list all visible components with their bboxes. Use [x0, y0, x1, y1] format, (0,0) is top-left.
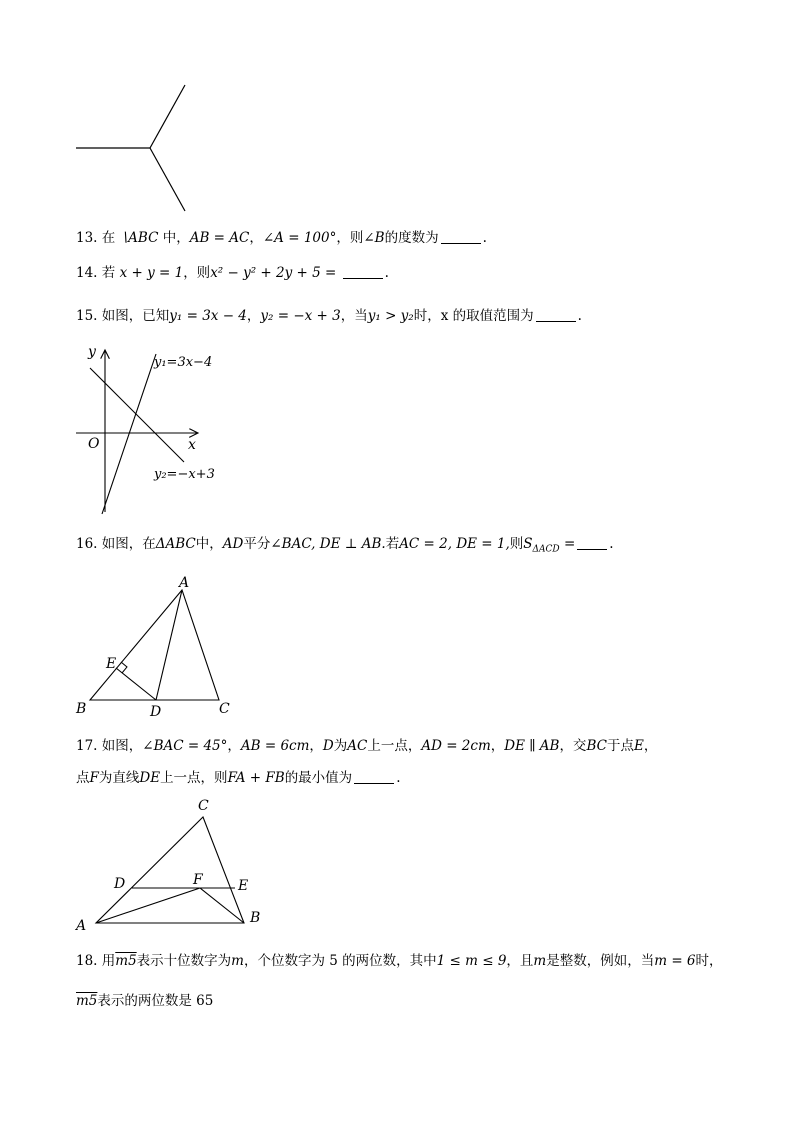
q14-math1: x + y = 1 [119, 265, 184, 281]
q13-math3: ∠A = 100° [262, 230, 337, 246]
line-y2 [90, 368, 184, 462]
answer-blank[interactable] [343, 266, 383, 279]
q15-math3: y₁ > y₂ [367, 308, 414, 324]
segment-fa [96, 888, 200, 923]
q18-l1-m1: m [231, 953, 244, 969]
right-angle-mark [121, 662, 127, 673]
point-b: B [250, 910, 261, 926]
question-13 [76, 229, 487, 247]
q15-end: . [577, 308, 582, 324]
answer-blank[interactable] [536, 309, 576, 322]
point-f: F [193, 872, 203, 888]
line-y1-label: y₁=3x−4 [154, 355, 213, 370]
ray-up [150, 85, 185, 148]
q17-l2-end: . [396, 770, 401, 786]
question-17-line2 [76, 769, 400, 787]
q13-prefix: 13. 在 [76, 230, 116, 246]
q16-end: . [609, 536, 614, 552]
q16-mid4: 则 [509, 536, 524, 552]
q17-l1-math8: E [633, 738, 644, 754]
q16-prefix: 16. 如图，在 [76, 536, 156, 552]
question-14 [76, 264, 389, 282]
q15-prefix: 15. 如图，已知 [76, 308, 170, 324]
q18-l1-mid4: 是整数，例如，当 [546, 953, 655, 969]
answer-blank[interactable] [354, 771, 394, 784]
q14-prefix: 14. 若 [76, 265, 116, 281]
q17-l2-mid3: 的最小值为 [284, 770, 353, 786]
q15-mid3: 时，x 的取值范围为 [413, 308, 534, 324]
question-18-line2 [76, 992, 213, 1010]
q17-l1-math1: ∠BAC = 45° [142, 738, 228, 754]
point-c: C [198, 798, 209, 814]
q17-l2-math3: FA + FB [227, 770, 285, 786]
q15-math1: y₁ = 3x − 4 [169, 308, 247, 324]
q15-mid2: ，当 [340, 308, 368, 324]
q16-math6: = [559, 536, 576, 552]
figure-q15 [70, 340, 230, 520]
question-16 [76, 535, 614, 559]
q17-l2-mid2: 上一点，则 [160, 770, 228, 786]
q18-l1-mid1: 表示十位数字为 [136, 953, 232, 969]
q18-l1-over: m5 [115, 953, 137, 969]
q13-end: . [482, 230, 487, 246]
question-18-line1 [76, 952, 723, 970]
q13-mid2: ， [249, 230, 263, 246]
q16-mid1: 中， [195, 536, 223, 552]
question-15 [76, 307, 582, 325]
q14-math2: x² − y² + 2y + 5 = [210, 265, 337, 281]
q17-l1-math5: AD = 2cm [421, 738, 491, 754]
q18-l1-m2: m [533, 953, 547, 969]
q17-l1-prefix: 17. 如图， [76, 738, 143, 754]
q17-l1-math7: BC [586, 738, 607, 754]
x-axis-label: x [188, 437, 196, 453]
q17-l2-math2: DE [139, 770, 161, 786]
q18-l1-end: 时， [695, 953, 723, 969]
q16-math2: AD [222, 536, 244, 552]
q16-mid2: 平分 [243, 536, 271, 552]
q17-l1-math6: DE ∥ AB [504, 738, 560, 754]
q13-mid3: ，则 [336, 230, 364, 246]
q14-mid1: ，则 [183, 265, 211, 281]
q13-suffix: 的度数为 [384, 230, 439, 246]
line-y2-label: y₂=−x+3 [154, 467, 215, 482]
q17-l1-math4: AC [347, 738, 368, 754]
q18-l1-mid2: ，个位数字为 5 的两位数，其中 [243, 953, 437, 969]
q16-math3: ∠BAC, DE ⊥ AB. [270, 536, 386, 552]
q17-l2-mid1: 为直线 [98, 770, 140, 786]
point-d: D [150, 704, 162, 720]
q14-end: . [384, 265, 389, 281]
point-d: D [114, 876, 126, 892]
point-a: A [76, 918, 87, 934]
answer-blank[interactable] [577, 537, 607, 550]
triangle-abc [96, 817, 244, 923]
q17-l2-prefix: 点 [76, 770, 90, 786]
q17-l1-math3: D [322, 738, 334, 754]
triangle-abc [90, 590, 219, 700]
q16-mid3: 若 [385, 536, 400, 552]
q16-math1: ΔABC [155, 536, 196, 552]
ray-down [150, 148, 185, 211]
q18-l1-math1: 1 ≤ m ≤ 9 [436, 953, 507, 969]
q18-l2-text: 表示的两位数是 65 [97, 993, 214, 1009]
q13-mid1: 中， [158, 230, 190, 246]
point-e: E [106, 656, 117, 672]
line-y1 [102, 354, 156, 514]
q15-math2: y₂ = −x + 3 [260, 308, 341, 324]
point-c: C [219, 701, 230, 717]
segment-ad [156, 590, 182, 700]
q18-l1-mid3: ，且 [506, 953, 534, 969]
q17-l1-end: ， [643, 738, 658, 754]
q16-math4: AC = 2, DE = 1, [399, 536, 510, 552]
q18-l2-over: m5 [76, 993, 98, 1009]
answer-blank[interactable] [441, 231, 481, 244]
q16-math5: S [523, 536, 533, 552]
y-axis-label: y [88, 344, 96, 360]
q18-l1-math2: m = 6 [654, 953, 696, 969]
q17-l1-mid7: 于点 [606, 738, 634, 754]
q18-l1-prefix: 18. 用 [76, 953, 116, 969]
q16-sub5: ΔACD [532, 544, 560, 555]
q17-l1-mid5: ， [490, 738, 505, 754]
q13-math2: AB = AC [189, 230, 250, 246]
figure-q12 [70, 80, 200, 220]
q13-math4: ∠B [363, 230, 385, 246]
origin-label: O [88, 436, 100, 452]
q17-l1-mid3: 为 [333, 738, 348, 754]
question-17-line1 [76, 737, 657, 755]
q17-l1-mid1: ， [227, 738, 241, 754]
point-b: B [76, 701, 87, 717]
q17-l1-math2: AB = 6cm [240, 738, 310, 754]
figure-q16 [70, 572, 250, 722]
q17-l2-math1: F [89, 770, 99, 786]
q17-l1-mid6: ，交 [559, 738, 587, 754]
q17-l1-mid2: ， [309, 738, 323, 754]
point-a: A [179, 575, 190, 591]
q13-math1: ∖ABC [119, 230, 159, 246]
q15-mid1: ， [246, 308, 261, 324]
point-e: E [238, 878, 249, 894]
q17-l1-mid4: 上一点， [367, 738, 422, 754]
figure-q17 [70, 795, 270, 940]
